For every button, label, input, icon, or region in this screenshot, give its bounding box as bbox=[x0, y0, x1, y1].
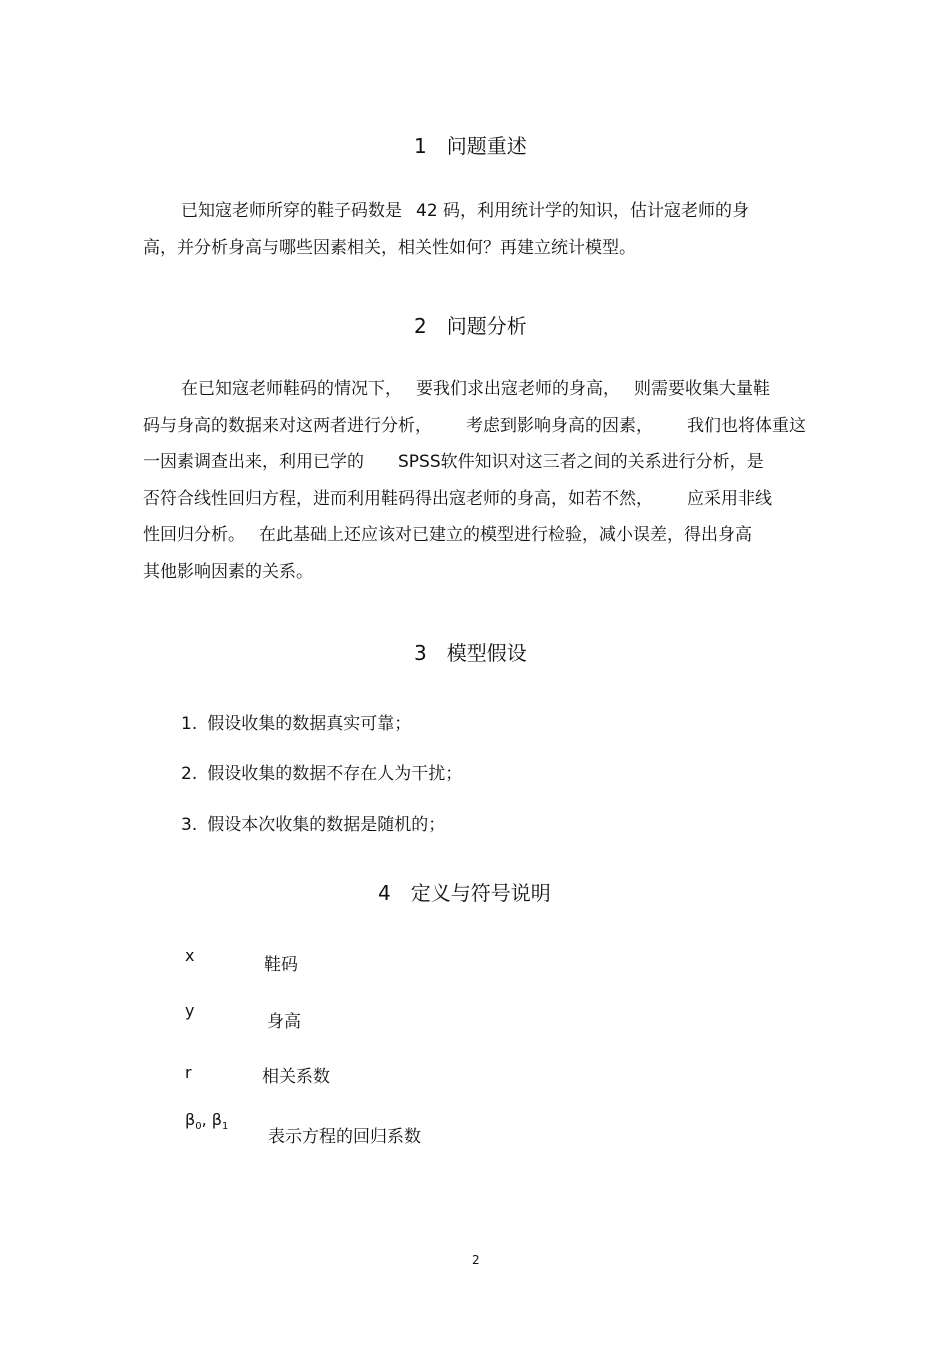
section-title: 问题重述 bbox=[446, 134, 527, 158]
beta-0-subscript: 0 bbox=[195, 1121, 202, 1133]
symbol-definition: 相关系数 bbox=[262, 1067, 330, 1087]
list-item bbox=[181, 810, 445, 835]
paragraph-text: 42 码，利用统计学的知识，估计寇老师的身 bbox=[416, 201, 750, 221]
paragraph-text: 要我们求出寇老师的身高， bbox=[416, 379, 620, 399]
paragraph-text: 我们也将体重这 bbox=[687, 415, 806, 436]
page-number: 2 bbox=[472, 1253, 480, 1267]
paragraph-text: 应采用非线 bbox=[687, 488, 772, 509]
section-title: 模型假设 bbox=[446, 641, 527, 665]
paragraph-text: 否符合线性回归方程，进而利用鞋码得出寇老师的身高，如若不然， bbox=[143, 488, 653, 509]
beta-1-subscript: 1 bbox=[222, 1121, 229, 1133]
symbol-definition: 表示方程的回归系数 bbox=[268, 1127, 421, 1147]
list-item bbox=[181, 709, 411, 734]
section-number: 2 bbox=[414, 314, 427, 338]
paragraph-text: 已知寇老师所穿的鞋子码数是 bbox=[181, 201, 402, 221]
paragraph-text: 性回归分析。 bbox=[143, 525, 245, 545]
paragraph-text: 考虑到影响身高的因素， bbox=[466, 415, 653, 436]
paragraph-text: 在此基础上还应该对已建立的模型进行检验，减小误差，得出身高 bbox=[259, 525, 752, 545]
symbol-definition: 鞋码 bbox=[264, 955, 298, 975]
list-item-number: 1. bbox=[181, 714, 198, 734]
symbol-r: r bbox=[185, 1063, 192, 1082]
beta-coefficients-symbol bbox=[185, 1110, 228, 1132]
list-item-text: 假设收集的数据不存在人为干扰； bbox=[207, 764, 463, 784]
section-4-heading bbox=[378, 877, 551, 906]
list-item-number: 3. bbox=[181, 815, 198, 835]
symbol-x: x bbox=[185, 946, 195, 965]
section-title: 问题分析 bbox=[446, 314, 527, 338]
section-number: 1 bbox=[414, 134, 427, 158]
list-item-number: 2. bbox=[181, 764, 198, 784]
section-3-heading bbox=[414, 637, 527, 666]
list-item-text: 假设收集的数据真实可靠； bbox=[207, 714, 412, 734]
separator: , bbox=[201, 1110, 207, 1129]
section-1-paragraph bbox=[143, 193, 813, 266]
section-title: 定义与符号说明 bbox=[410, 881, 551, 905]
beta-1: β bbox=[211, 1110, 222, 1129]
list-item bbox=[181, 759, 462, 784]
symbol-y: y bbox=[185, 1001, 195, 1020]
list-item-text: 假设本次收集的数据是随机的； bbox=[207, 815, 446, 835]
section-number: 3 bbox=[414, 641, 427, 665]
paragraph-text: 在已知寇老师鞋码的情况下， bbox=[181, 379, 402, 399]
section-2-heading bbox=[414, 310, 527, 339]
section-number: 4 bbox=[378, 881, 391, 905]
paragraph-text: 高，并分析身高与哪些因素相关，相关性如何？再建立统计模型。 bbox=[143, 237, 636, 258]
paragraph-text: 一因素调查出来，利用已学的 bbox=[143, 452, 364, 472]
paragraph-text: 则需要收集大量鞋 bbox=[634, 379, 770, 399]
section-2-paragraph bbox=[143, 371, 813, 590]
paragraph-text: 码与身高的数据来对这两者进行分析， bbox=[143, 415, 432, 436]
paragraph-text: 其他影响因素的关系。 bbox=[143, 561, 313, 582]
beta-0: β bbox=[185, 1110, 196, 1129]
symbol-definition: 身高 bbox=[267, 1012, 301, 1032]
paragraph-text: SPSS软件知识对这三者之间的关系进行分析，是 bbox=[398, 452, 764, 472]
section-1-heading bbox=[414, 130, 527, 159]
